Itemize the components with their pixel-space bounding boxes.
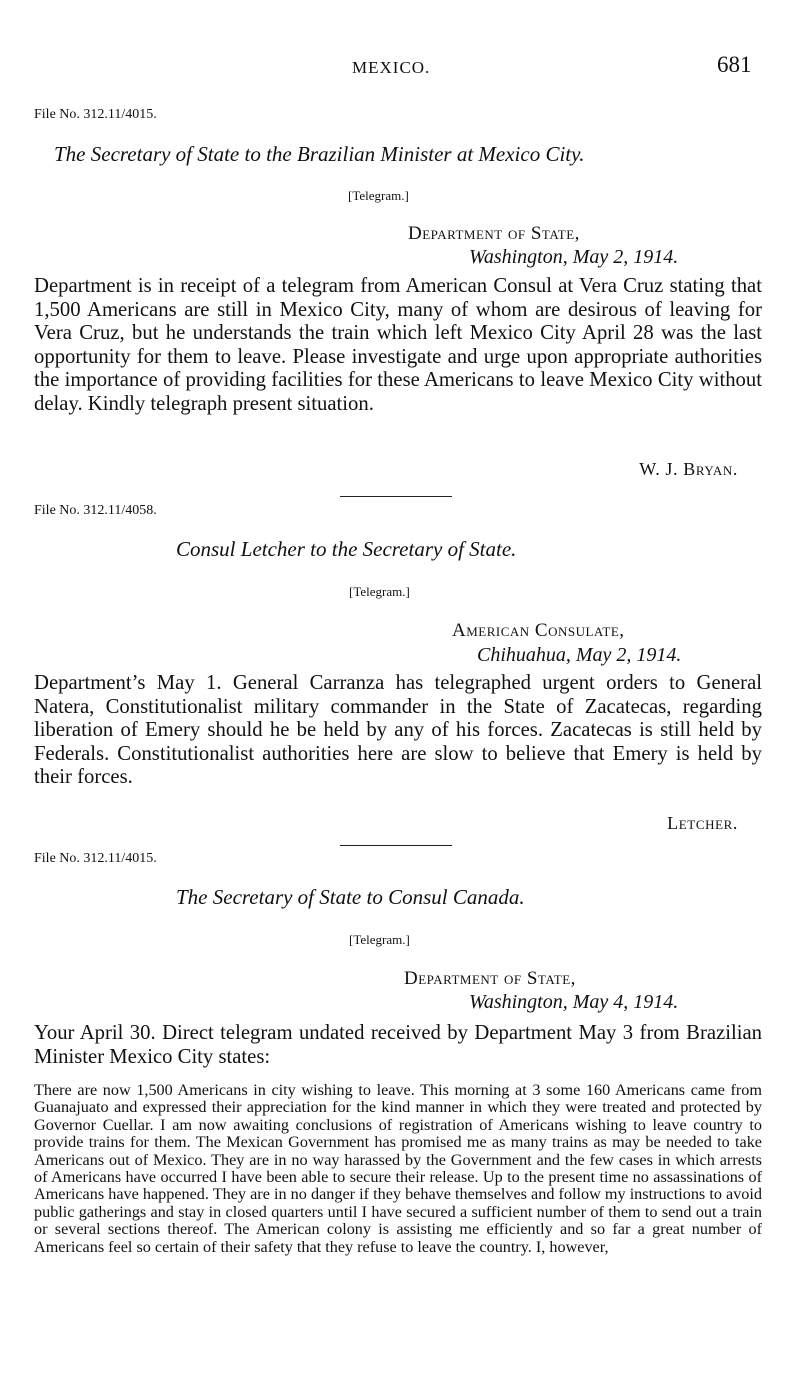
document-title: The Secretary of State to the Brazilian Minister at Mexico City. xyxy=(54,142,585,166)
telegram-body: Department is in receipt of a telegram from American Consul at Vera Cruz stating that 1,500 Americans are still in Mexico City, many of whom are desirous of leaving for Vera Cruz, but he understands the train which left Mexico City April 28 was the last opportunity for them to leave. Please investigate and urge upon appropriate authorities the importance of providing facilities for these Americans to leave Mexico City without delay. Kindly telegraph present situation. xyxy=(34,275,762,415)
telegram-label: [Telegram.] xyxy=(349,932,410,947)
telegram-label: [Telegram.] xyxy=(348,188,409,203)
dateline: Washington, May 2, 1914. xyxy=(469,246,679,268)
signature: Letcher. xyxy=(667,813,738,833)
quoted-telegram: There are now 1,500 Americans in city wishing to leave. This morning at 3 some 160 Americans came from Guanajuato and expressed their appreciation for the kind manner in which they were treated and protected by Governor Cuellar. I am now awaiting conclusions of registration of Americans wishing to leave country to provide trains for them. The Mexican Government has promised me as many trains as may be needed to take Americans out of Mexico. They are in no way harassed by the Government and the few cases in which arrests of Americans have occurred I have been able to secure their release. Up to the present time no assassinations of Americans have happened. They are in no danger if they behave themselves and follow my instructions to avoid public gatherings and stay in closed quarters until I have secured a sufficient number of them to send out a train or several sections thereof. The American colony is assisting me efficiently and so far a great number of Americans feel so certain of their safety that they refuse to leave the country. I, however, xyxy=(34,1081,762,1256)
page-number: 681 xyxy=(717,52,752,77)
file-number: File No. 312.11/4015. xyxy=(34,107,157,122)
telegram-body: Department’s May 1. General Carranza has telegraphed urgent orders to General Natera, Constitutionalist military commander in the State of Zacatecas, regarding liberation of Emery should he be held by any of his forces. Zacatecas is still held by Federals. Constitutionalist authorities here are slow to believe that Emery is held by their forces. xyxy=(34,672,762,788)
file-number: File No. 312.11/4058. xyxy=(34,503,157,518)
document-title: Consul Letcher to the Secretary of State. xyxy=(176,537,517,561)
running-head: MEXICO. xyxy=(352,58,431,77)
telegram-label: [Telegram.] xyxy=(349,584,410,599)
telegram-body: Your April 30. Direct telegram undated received by Department May 3 from Brazilian Minister Mexico City states: xyxy=(34,1022,762,1068)
signature: W. J. Bryan. xyxy=(639,459,738,479)
section-divider xyxy=(340,496,452,497)
origin-heading: Department of State, xyxy=(408,223,580,244)
dateline: Chihuahua, May 2, 1914. xyxy=(477,644,682,666)
origin-heading: American Consulate, xyxy=(452,620,625,641)
dateline: Washington, May 4, 1914. xyxy=(469,991,679,1013)
document-title: The Secretary of State to Consul Canada. xyxy=(176,885,525,909)
origin-heading: Department of State, xyxy=(404,968,576,989)
section-divider xyxy=(340,845,452,846)
file-number: File No. 312.11/4015. xyxy=(34,851,157,866)
